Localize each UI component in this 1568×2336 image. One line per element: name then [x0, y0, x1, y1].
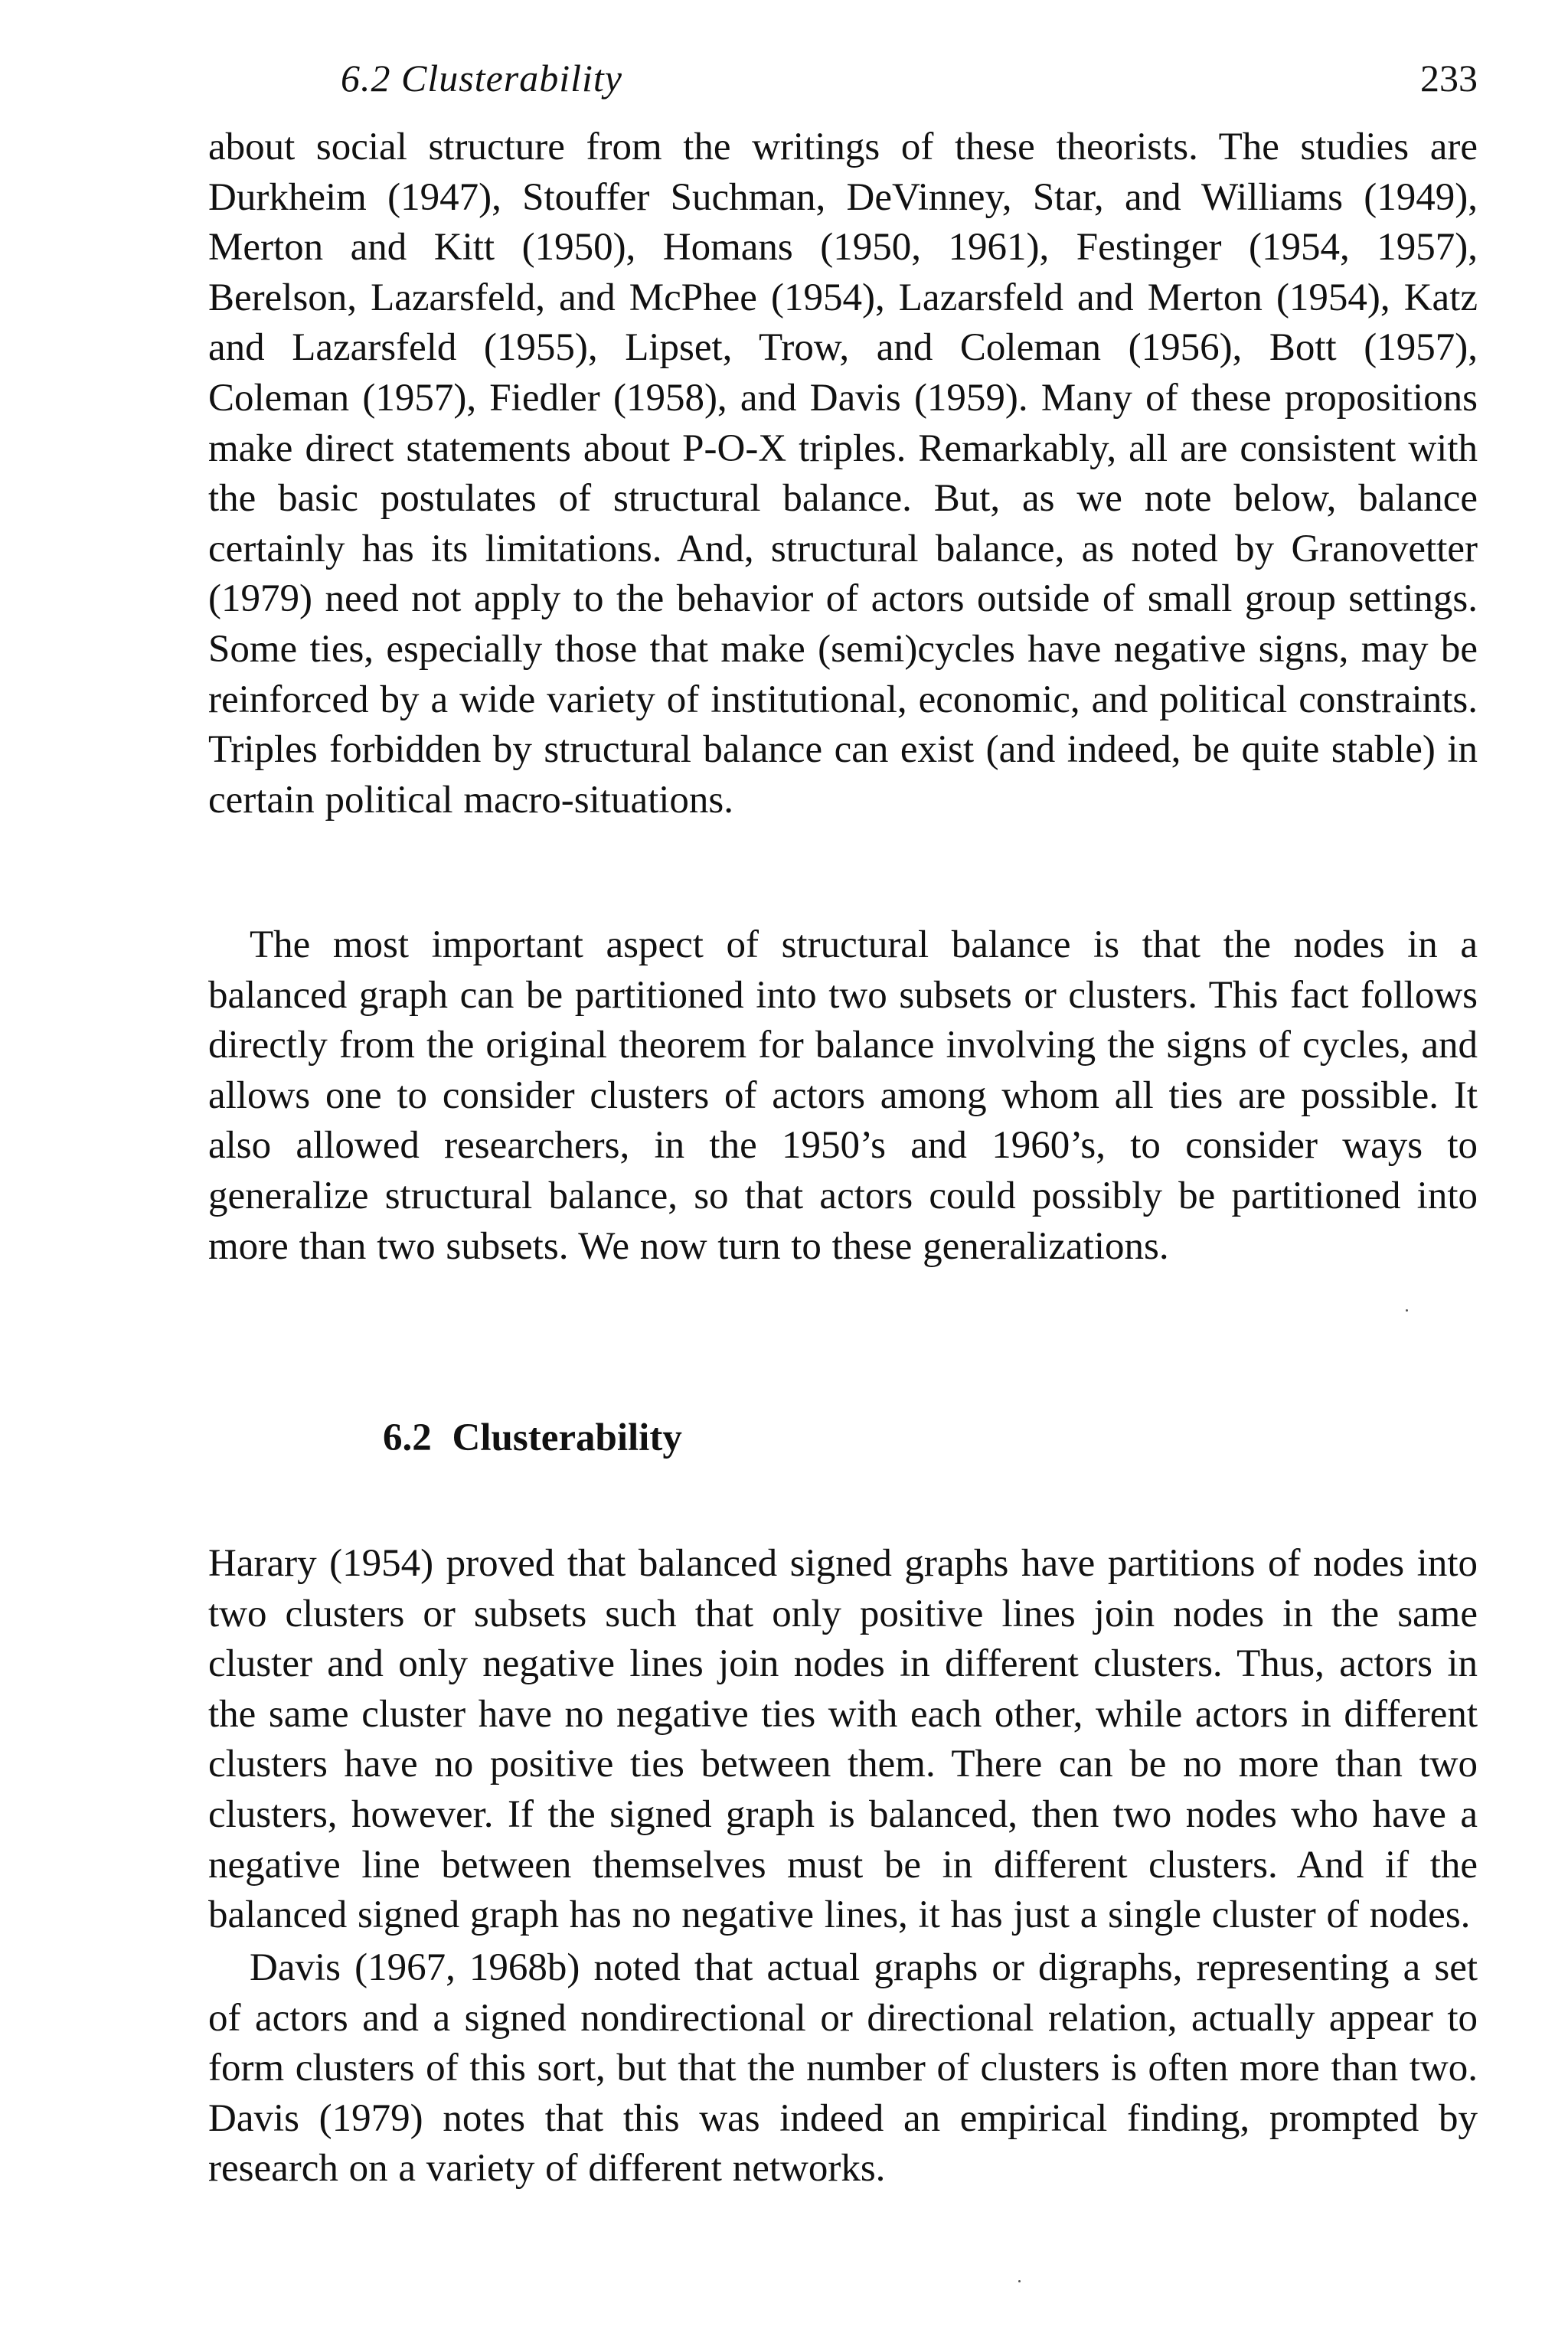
paragraph-4: Davis (1967, 1968b) noted that actual graphs or digraphs, representing a set of actors and a signed nondirectional or directional relation, actually appear to form clusters of this sort, but that the number of clusters is often more than two. Davis (1979) notes that this was indeed an empirical finding, prompted by research on a variety of different networks. — [208, 1946, 1478, 2191]
paragraph-1: about social structure from the writings of these theorists. The studies are Durkheim (1947), Stouffer Suchman, DeVinney, Star, and Williams (1949), Merton and Kitt (1950), Homans (1950, 1961), Festinger (1954, 1957), Berelson, Lazarsfeld, and McPhee (1954), Lazarsfeld and Merton (1954), Katz and Lazarsfeld (1955), Lipset, Trow, and Coleman (1956), Bott (1957), Coleman (1957), Fiedler (1958), and Davis (1959). Many of these propositions make direct statements about P-O-X triples. Remarkably, all are consistent with the basic postulates of structural balance. But, as we note below, balance certainly has its limitations. And, structural balance, as noted by Granovetter (1979) need not apply to the behavior of actors outside of small group settings. Some ties, especially those that make (semi)cycles have negative signs, may be reinforced by a wide variety of institutional, economic, and political constraints. Triples forbidden by structural balance can exist (and indeed, be quite stable) in certain political macro-situations. — [208, 126, 1478, 822]
paragraph-block-4 — [208, 1943, 1478, 2194]
running-head — [341, 47, 1478, 109]
section-number: 6.2 — [383, 1416, 432, 1459]
paragraph-block-2 — [208, 920, 1478, 1272]
paragraph-block-1 — [208, 123, 1478, 825]
running-title: 6.2 Clusterability — [341, 57, 622, 100]
section-heading — [383, 1407, 1302, 1469]
section-title: Clusterability — [452, 1416, 682, 1459]
paragraph-3: Harary (1954) proved that balanced signed graphs have partitions of nodes into two clusters or subsets such that only positive lines join nodes in the same cluster and only negative lines join nodes in different clusters. Thus, actors in the same cluster have no negative ties with each other, while actors in different clusters have no positive ties between them. There can be no more than two clusters, however. If the signed graph is balanced, then two nodes who have a negative line between themselves must be in different clusters. And if the balanced signed graph has no negative lines, it has just a single cluster of nodes. — [208, 1542, 1478, 1937]
page-number: 233 — [1420, 57, 1478, 100]
stray-print-mark — [1018, 2280, 1021, 2282]
paragraph-2: The most important aspect of structural balance is that the nodes in a balanced graph can be partitioned into two subsets or clusters. This fact follows directly from the original theorem for balance involving the signs of cycles, and allows one to consider clusters of actors among whom all ties are possible. It also allowed researchers, in the 1950’s and 1960’s, to consider ways to generalize structural balance, so that actors could possibly be partitioned into more than two subsets. We now turn to these generalizations. — [208, 923, 1478, 1268]
paragraph-block-3 — [208, 1539, 1478, 1941]
stray-print-mark — [1406, 1309, 1408, 1312]
